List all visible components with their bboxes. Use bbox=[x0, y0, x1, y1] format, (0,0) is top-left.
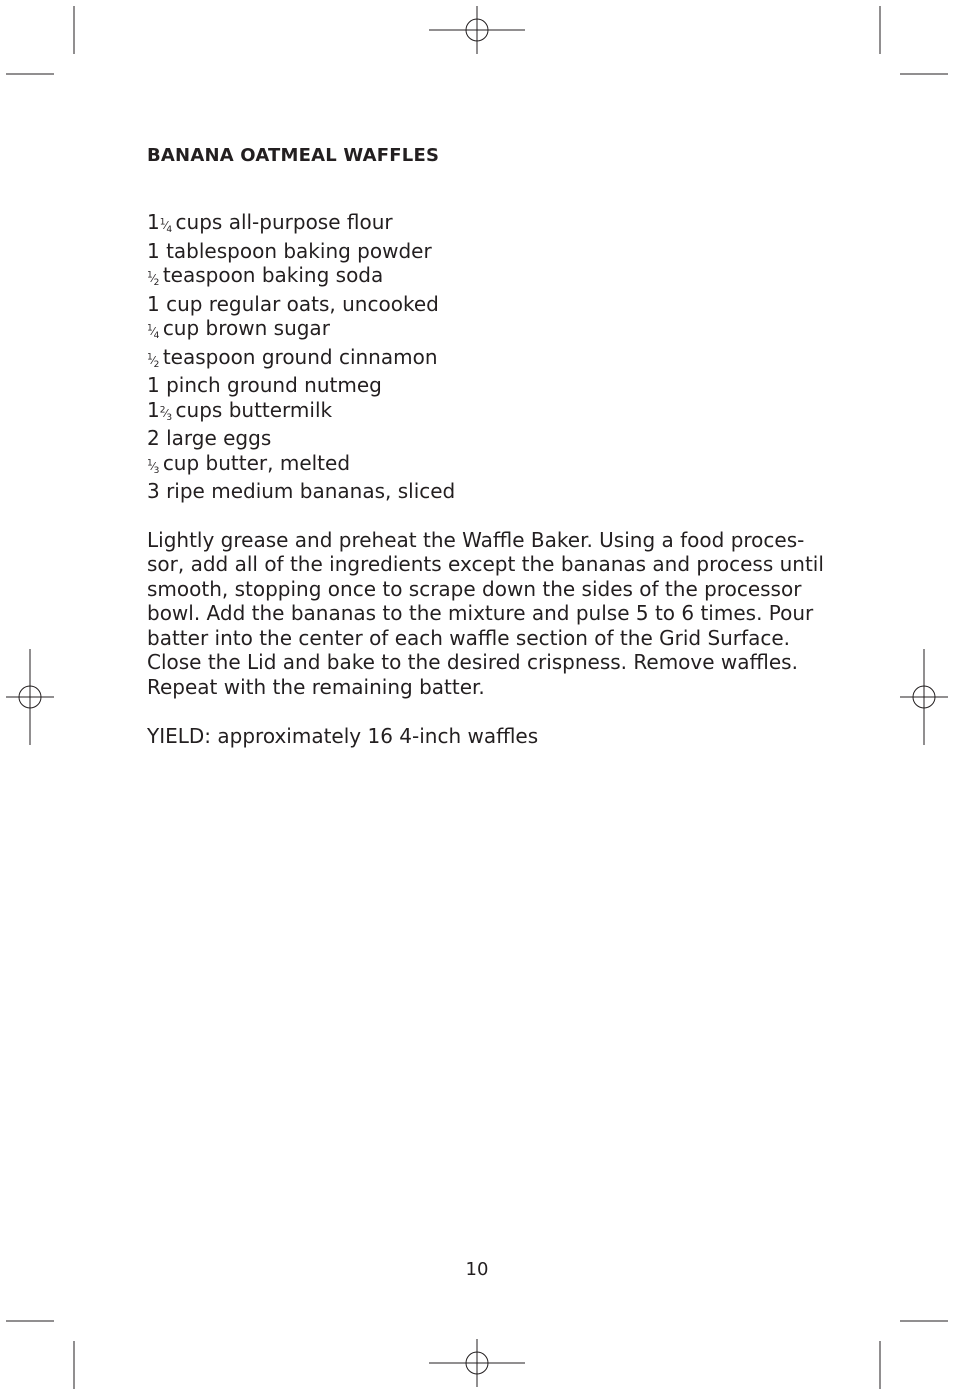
ingredient-item bbox=[147, 292, 807, 317]
ingredient-item bbox=[147, 373, 807, 398]
ingredient-item bbox=[147, 263, 807, 292]
ingredient-fraction bbox=[147, 457, 159, 476]
fraction-denominator: 3 bbox=[153, 465, 159, 476]
ingredient-fraction bbox=[159, 404, 172, 423]
fraction-numerator: 2 bbox=[159, 404, 165, 415]
fraction-denominator: 4 bbox=[166, 225, 172, 236]
fraction-numerator: 1 bbox=[147, 323, 153, 334]
ingredient-text: 2 large eggs bbox=[147, 426, 272, 450]
registration-mark-left bbox=[6, 649, 54, 745]
fraction-slash: ⁄ bbox=[152, 272, 154, 285]
directions-line: smooth, stopping once to scrape down the sides of the processor bbox=[147, 576, 802, 601]
fraction-numerator: 1 bbox=[147, 270, 153, 281]
ingredient-whole-quantity: 1 bbox=[147, 210, 160, 234]
ingredient-item bbox=[147, 426, 807, 451]
fraction-numerator: 1 bbox=[147, 351, 153, 362]
ingredient-item bbox=[147, 479, 807, 504]
fraction-denominator: 3 bbox=[166, 412, 172, 423]
fraction-denominator: 2 bbox=[153, 278, 159, 289]
fraction-slash: ⁄ bbox=[164, 406, 167, 420]
ingredient-fraction bbox=[159, 217, 172, 236]
ingredient-item bbox=[147, 239, 807, 264]
ingredient-item bbox=[147, 210, 807, 239]
ingredient-text: cups buttermilk bbox=[175, 397, 333, 422]
ingredient-fraction bbox=[147, 351, 159, 370]
fraction-slash: ⁄ bbox=[164, 219, 167, 232]
ingredient-whole-quantity: 1 bbox=[147, 397, 160, 422]
ingredient-fraction bbox=[147, 270, 159, 289]
recipe-yield: YIELD: approximately 16 4-inch waffles bbox=[147, 724, 539, 748]
recipe-directions bbox=[147, 527, 824, 700]
ingredient-item bbox=[147, 345, 807, 374]
ingredient-item bbox=[147, 451, 807, 480]
ingredient-text: teaspoon ground cinnamon bbox=[162, 344, 438, 369]
directions-line: Lightly grease and preheat the Waffle Baker. Using a food proces- bbox=[147, 527, 805, 552]
registration-mark-bottom bbox=[429, 1339, 525, 1387]
page-number: 10 bbox=[465, 1259, 489, 1280]
ingredient-item bbox=[147, 316, 807, 345]
ingredient-text: cups all-purpose flour bbox=[175, 210, 393, 234]
directions-line: bowl. Add the bananas to the mixture and pulse 5 to 6 times. Pour bbox=[147, 601, 814, 625]
registration-mark-right bbox=[900, 649, 948, 745]
fraction-denominator: 4 bbox=[153, 331, 159, 342]
fraction-numerator: 1 bbox=[147, 457, 153, 468]
ingredient-fraction bbox=[147, 323, 159, 342]
directions-line: batter into the center of each waffle section of the Grid Surface. bbox=[147, 625, 790, 650]
fraction-slash: ⁄ bbox=[152, 325, 154, 338]
ingredient-text: 3 ripe medium bananas, sliced bbox=[147, 479, 456, 503]
ingredient-text: teaspoon baking soda bbox=[162, 263, 384, 287]
ingredient-text: 1 pinch ground nutmeg bbox=[147, 373, 382, 397]
directions-line: Close the Lid and bake to the desired crispness. Remove waffles. bbox=[147, 650, 798, 674]
recipe-title: BANANA OATMEAL WAFFLES bbox=[147, 145, 440, 166]
ingredient-item bbox=[147, 398, 807, 427]
directions-line: Repeat with the remaining batter. bbox=[147, 674, 485, 699]
ingredient-text: cup butter, melted bbox=[162, 450, 351, 475]
recipe-content bbox=[147, 142, 824, 749]
ingredient-text: 1 tablespoon baking powder bbox=[147, 238, 432, 263]
fraction-denominator: 2 bbox=[153, 359, 159, 370]
registration-mark-top bbox=[429, 6, 525, 54]
ingredient-text: 1 cup regular oats, uncooked bbox=[147, 291, 439, 316]
ingredient-list bbox=[147, 210, 807, 504]
ingredient-text: cup brown sugar bbox=[162, 316, 330, 340]
fraction-slash: ⁄ bbox=[152, 353, 154, 367]
fraction-slash: ⁄ bbox=[152, 459, 154, 473]
fraction-numerator: 1 bbox=[159, 217, 165, 228]
directions-line: sor, add all of the ingredients except the bananas and process until bbox=[147, 552, 824, 576]
